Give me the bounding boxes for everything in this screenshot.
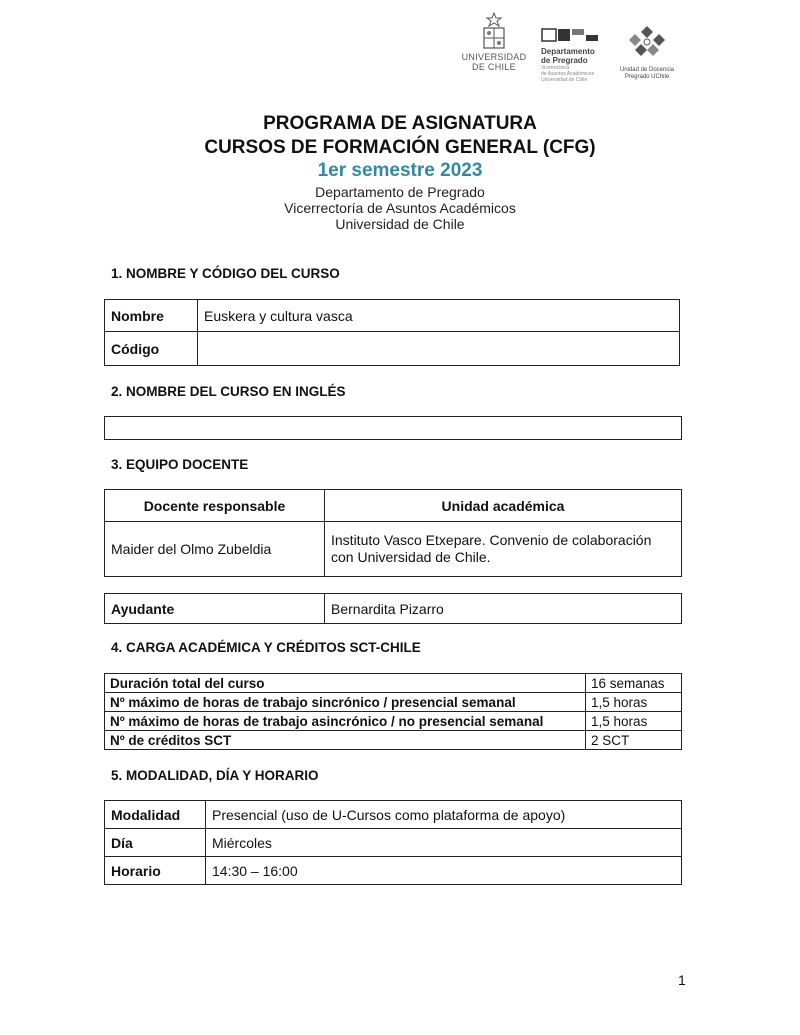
modalidad-row (105, 801, 682, 829)
nombre-label: Nombre (105, 300, 198, 332)
subtitle-university: Universidad de Chile (335, 216, 465, 232)
title-line2: CURSOS DE FORMACIÓN GENERAL (CFG) (204, 137, 596, 158)
unidad-docencia-icon (627, 24, 667, 62)
university-crest-icon (479, 12, 509, 52)
docente-header: Docente responsable (105, 490, 325, 522)
carga-row (105, 674, 682, 693)
departamento-pregrado-logo (541, 28, 611, 84)
nombre-value: Euskera y cultura vasca (198, 300, 680, 332)
unidad-docencia-logo (615, 24, 679, 84)
logo-dp-line1: Departamento (541, 47, 595, 56)
codigo-value (198, 332, 680, 366)
horario-label: Horario (105, 857, 206, 885)
carga-row (105, 712, 682, 731)
modalidad-label: Modalidad (105, 801, 206, 829)
horario-row (105, 857, 682, 885)
carga-label: Duración total del curso (105, 674, 586, 693)
modalidad-table (104, 800, 682, 885)
departamento-logo-icon (541, 28, 599, 42)
carga-label: Nº de créditos SCT (105, 731, 586, 750)
codigo-label: Código (105, 332, 198, 366)
subtitle-vicerrectoria: Vicerrectoría de Asuntos Académicos (284, 200, 516, 216)
unidad-value: Instituto Vasco Etxepare. Convenio de colaboración con Universidad de Chile. (325, 522, 682, 577)
section-3-heading: 3. EQUIPO DOCENTE (111, 457, 249, 472)
carga-value: 1,5 horas (586, 712, 682, 731)
section-2-heading: 2. NOMBRE DEL CURSO EN INGLÉS (111, 384, 346, 399)
ayudante-value: Bernardita Pizarro (325, 594, 682, 624)
dia-label: Día (105, 829, 206, 857)
logo-text-line2: DE CHILE (472, 62, 516, 72)
course-name-table (104, 299, 680, 366)
title-line1: PROGRAMA DE ASIGNATURA (263, 113, 537, 134)
carga-table (104, 673, 682, 750)
logo-dp-line5: Universidad de Chile (541, 77, 588, 83)
carga-label: Nº máximo de horas de trabajo asincrónico / no presencial semanal (105, 712, 586, 731)
horario-value: 14:30 – 16:00 (206, 857, 682, 885)
dia-row (105, 829, 682, 857)
logo-dp-line3: Vicerrectoría (541, 65, 570, 71)
unidad-header: Unidad académica (325, 490, 682, 522)
page-number: 1 (678, 972, 686, 988)
logo-dp-line2: de Pregrado (541, 56, 588, 65)
ayudante-label: Ayudante (105, 594, 325, 624)
section-4-heading: 4. CARGA ACADÉMICA Y CRÉDITOS SCT-CHILE (111, 640, 421, 655)
dia-value: Miércoles (206, 829, 682, 857)
ayudante-table (104, 593, 682, 624)
carga-value: 1,5 horas (586, 693, 682, 712)
carga-value: 2 SCT (586, 731, 682, 750)
carga-row (105, 731, 682, 750)
carga-value: 16 semanas (586, 674, 682, 693)
subtitle-department: Departamento de Pregrado (315, 184, 485, 200)
docente-value: Maider del Olmo Zubeldia (105, 522, 325, 577)
carga-row (105, 693, 682, 712)
modalidad-value: Presencial (uso de U-Cursos como plataforma de apoyo) (206, 801, 682, 829)
logo-text-line1: UNIVERSIDAD (461, 52, 527, 62)
logo-ud-line2: Pregrado UChile (624, 74, 670, 80)
section-1-heading: 1. NOMBRE Y CÓDIGO DEL CURSO (111, 266, 340, 281)
english-name-table (104, 416, 682, 440)
semester-heading: 1er semestre 2023 (317, 160, 483, 181)
universidad-de-chile-logo (457, 12, 531, 84)
logo-ud-line1: Unidad de Docencia (619, 67, 675, 73)
logo-dp-line4: de Asuntos Académicos (541, 71, 595, 77)
carga-label: Nº máximo de horas de trabajo sincrónico / presencial semanal (105, 693, 586, 712)
section-5-heading: 5. MODALIDAD, DÍA Y HORARIO (111, 768, 319, 783)
english-name-value (105, 417, 682, 440)
teaching-team-table (104, 489, 682, 577)
